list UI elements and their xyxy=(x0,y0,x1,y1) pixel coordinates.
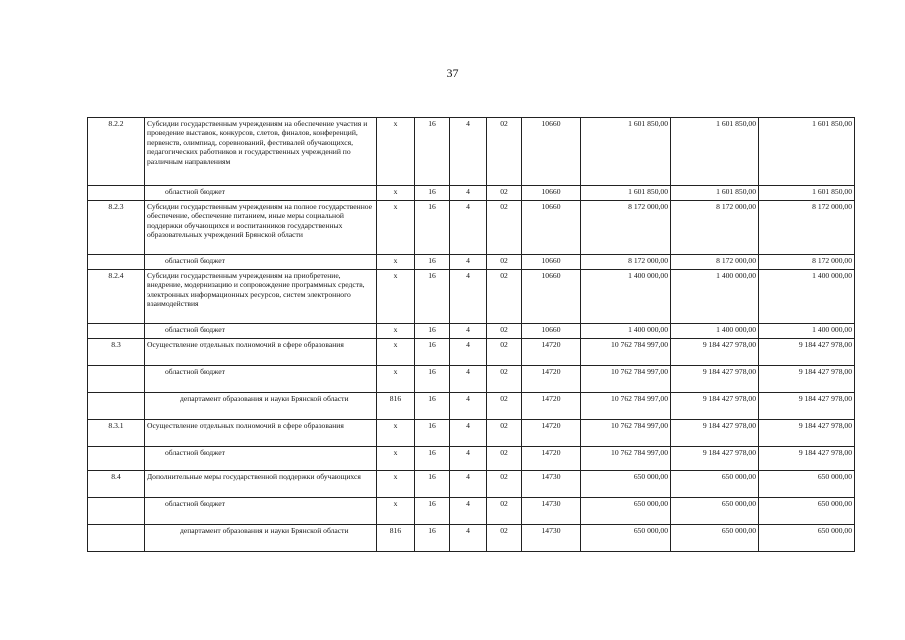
row-name-cell: областной бюджет xyxy=(145,447,377,471)
subsection-code-cell: 4 xyxy=(450,201,487,255)
grbs-code-cell: х xyxy=(377,186,415,201)
amount-1-cell: 1 400 000,00 xyxy=(581,270,671,324)
row-name-cell: Субсидии государственным учреждениям на полное государственное обеспечение, обеспечение питанием, иные меры социальной поддержки обучающихся и воспитанников государственных образовательных учреждений Брянской области xyxy=(145,201,377,255)
row-name-cell: департамент образования и науки Брянской области xyxy=(145,525,377,552)
grbs-code-cell: 816 xyxy=(377,525,415,552)
row-name-cell: областной бюджет xyxy=(145,255,377,270)
row-number-cell xyxy=(88,525,145,552)
table-row xyxy=(88,420,855,447)
amount-1-cell: 1 400 000,00 xyxy=(581,324,671,339)
amount-1-cell: 650 000,00 xyxy=(581,498,671,525)
amount-3-cell: 1 400 000,00 xyxy=(759,324,855,339)
program-code-cell: 02 xyxy=(487,255,522,270)
row-number-cell xyxy=(88,447,145,471)
table-row xyxy=(88,498,855,525)
amount-2-cell: 650 000,00 xyxy=(671,525,759,552)
section-code-cell: 16 xyxy=(415,366,450,393)
row-name-cell: Субсидии государственным учреждениям на приобретение, внедрение, модернизацию и сопровождение программных средств, электронных информационных ресурсов, систем электронного взаимодействия xyxy=(145,270,377,324)
amount-1-cell: 650 000,00 xyxy=(581,525,671,552)
grbs-code-cell: х xyxy=(377,498,415,525)
section-code-cell: 16 xyxy=(415,498,450,525)
section-code-cell: 16 xyxy=(415,525,450,552)
target-code-cell: 10660 xyxy=(522,270,581,324)
program-code-cell: 02 xyxy=(487,186,522,201)
table-row xyxy=(88,186,855,201)
section-code-cell: 16 xyxy=(415,447,450,471)
target-code-cell: 14720 xyxy=(522,366,581,393)
amount-3-cell: 1 601 850,00 xyxy=(759,186,855,201)
row-number-cell xyxy=(88,186,145,201)
section-code-cell: 16 xyxy=(415,186,450,201)
grbs-code-cell: х xyxy=(377,447,415,471)
table-row xyxy=(88,201,855,255)
program-code-cell: 02 xyxy=(487,366,522,393)
row-number-cell: 8.4 xyxy=(88,471,145,498)
table-row xyxy=(88,393,855,420)
amount-2-cell: 9 184 427 978,00 xyxy=(671,420,759,447)
amount-1-cell: 10 762 784 997,00 xyxy=(581,420,671,447)
section-code-cell: 16 xyxy=(415,324,450,339)
section-code-cell: 16 xyxy=(415,270,450,324)
amount-3-cell: 9 184 427 978,00 xyxy=(759,447,855,471)
table-row xyxy=(88,270,855,324)
section-code-cell: 16 xyxy=(415,118,450,186)
amount-2-cell: 8 172 000,00 xyxy=(671,255,759,270)
amount-2-cell: 9 184 427 978,00 xyxy=(671,339,759,366)
amount-2-cell: 9 184 427 978,00 xyxy=(671,393,759,420)
section-code-cell: 16 xyxy=(415,255,450,270)
row-number-cell: 8.3.1 xyxy=(88,420,145,447)
target-code-cell: 14720 xyxy=(522,447,581,471)
amount-1-cell: 1 601 850,00 xyxy=(581,118,671,186)
program-code-cell: 02 xyxy=(487,447,522,471)
amount-1-cell: 10 762 784 997,00 xyxy=(581,366,671,393)
amount-3-cell: 650 000,00 xyxy=(759,471,855,498)
subsection-code-cell: 4 xyxy=(450,186,487,201)
amount-1-cell: 650 000,00 xyxy=(581,471,671,498)
page-number: 37 xyxy=(446,66,459,80)
program-code-cell: 02 xyxy=(487,498,522,525)
table-row xyxy=(88,324,855,339)
row-name-cell: Дополнительные меры государственной поддержки обучающихся xyxy=(145,471,377,498)
row-number-cell xyxy=(88,324,145,339)
table-row xyxy=(88,339,855,366)
amount-3-cell: 9 184 427 978,00 xyxy=(759,339,855,366)
amount-1-cell: 8 172 000,00 xyxy=(581,255,671,270)
amount-3-cell: 8 172 000,00 xyxy=(759,255,855,270)
grbs-code-cell: х xyxy=(377,420,415,447)
program-code-cell: 02 xyxy=(487,471,522,498)
grbs-code-cell: х xyxy=(377,339,415,366)
target-code-cell: 10660 xyxy=(522,201,581,255)
subsection-code-cell: 4 xyxy=(450,255,487,270)
row-name-cell: Осуществление отдельных полномочий в сфере образования xyxy=(145,339,377,366)
amount-2-cell: 1 601 850,00 xyxy=(671,118,759,186)
program-code-cell: 02 xyxy=(487,324,522,339)
grbs-code-cell: х xyxy=(377,118,415,186)
row-name-cell: областной бюджет xyxy=(145,324,377,339)
section-code-cell: 16 xyxy=(415,339,450,366)
amount-3-cell: 9 184 427 978,00 xyxy=(759,393,855,420)
grbs-code-cell: х xyxy=(377,366,415,393)
program-code-cell: 02 xyxy=(487,201,522,255)
row-number-cell xyxy=(88,366,145,393)
section-code-cell: 16 xyxy=(415,393,450,420)
grbs-code-cell: х xyxy=(377,255,415,270)
row-name-cell: областной бюджет xyxy=(145,498,377,525)
subsection-code-cell: 4 xyxy=(450,324,487,339)
row-name-cell: Осуществление отдельных полномочий в сфере образования xyxy=(145,420,377,447)
amount-2-cell: 1 601 850,00 xyxy=(671,186,759,201)
budget-table-body xyxy=(88,118,855,552)
program-code-cell: 02 xyxy=(487,270,522,324)
target-code-cell: 10660 xyxy=(522,255,581,270)
target-code-cell: 14720 xyxy=(522,393,581,420)
amount-3-cell: 9 184 427 978,00 xyxy=(759,420,855,447)
grbs-code-cell: 816 xyxy=(377,393,415,420)
grbs-code-cell: х xyxy=(377,471,415,498)
row-name-cell: департамент образования и науки Брянской области xyxy=(145,393,377,420)
row-number-cell xyxy=(88,498,145,525)
subsection-code-cell: 4 xyxy=(450,366,487,393)
subsection-code-cell: 4 xyxy=(450,471,487,498)
program-code-cell: 02 xyxy=(487,118,522,186)
subsection-code-cell: 4 xyxy=(450,339,487,366)
subsection-code-cell: 4 xyxy=(450,498,487,525)
target-code-cell: 14730 xyxy=(522,471,581,498)
grbs-code-cell: х xyxy=(377,201,415,255)
row-number-cell: 8.2.3 xyxy=(88,201,145,255)
program-code-cell: 02 xyxy=(487,525,522,552)
amount-2-cell: 650 000,00 xyxy=(671,471,759,498)
subsection-code-cell: 4 xyxy=(450,393,487,420)
table-row xyxy=(88,255,855,270)
program-code-cell: 02 xyxy=(487,420,522,447)
amount-2-cell: 9 184 427 978,00 xyxy=(671,447,759,471)
subsection-code-cell: 4 xyxy=(450,525,487,552)
amount-1-cell: 8 172 000,00 xyxy=(581,201,671,255)
section-code-cell: 16 xyxy=(415,471,450,498)
amount-2-cell: 8 172 000,00 xyxy=(671,201,759,255)
amount-1-cell: 10 762 784 997,00 xyxy=(581,393,671,420)
table-row xyxy=(88,525,855,552)
subsection-code-cell: 4 xyxy=(450,447,487,471)
subsection-code-cell: 4 xyxy=(450,270,487,324)
row-name-cell: областной бюджет xyxy=(145,186,377,201)
amount-2-cell: 9 184 427 978,00 xyxy=(671,366,759,393)
target-code-cell: 14720 xyxy=(522,420,581,447)
amount-3-cell: 8 172 000,00 xyxy=(759,201,855,255)
section-code-cell: 16 xyxy=(415,201,450,255)
row-number-cell xyxy=(88,255,145,270)
amount-2-cell: 1 400 000,00 xyxy=(671,324,759,339)
amount-1-cell: 10 762 784 997,00 xyxy=(581,447,671,471)
amount-2-cell: 650 000,00 xyxy=(671,498,759,525)
row-number-cell: 8.3 xyxy=(88,339,145,366)
table-row xyxy=(88,118,855,186)
table-row xyxy=(88,447,855,471)
target-code-cell: 10660 xyxy=(522,186,581,201)
target-code-cell: 14730 xyxy=(522,525,581,552)
amount-3-cell: 650 000,00 xyxy=(759,498,855,525)
amount-3-cell: 1 601 850,00 xyxy=(759,118,855,186)
amount-1-cell: 10 762 784 997,00 xyxy=(581,339,671,366)
table-row xyxy=(88,366,855,393)
program-code-cell: 02 xyxy=(487,393,522,420)
target-code-cell: 10660 xyxy=(522,324,581,339)
amount-3-cell: 1 400 000,00 xyxy=(759,270,855,324)
grbs-code-cell: х xyxy=(377,270,415,324)
row-name-cell: областной бюджет xyxy=(145,366,377,393)
budget-table xyxy=(87,117,855,552)
subsection-code-cell: 4 xyxy=(450,118,487,186)
row-number-cell: 8.2.4 xyxy=(88,270,145,324)
amount-3-cell: 9 184 427 978,00 xyxy=(759,366,855,393)
target-code-cell: 14730 xyxy=(522,498,581,525)
row-number-cell xyxy=(88,393,145,420)
amount-1-cell: 1 601 850,00 xyxy=(581,186,671,201)
subsection-code-cell: 4 xyxy=(450,420,487,447)
target-code-cell: 10660 xyxy=(522,118,581,186)
grbs-code-cell: х xyxy=(377,324,415,339)
program-code-cell: 02 xyxy=(487,339,522,366)
amount-3-cell: 650 000,00 xyxy=(759,525,855,552)
amount-2-cell: 1 400 000,00 xyxy=(671,270,759,324)
section-code-cell: 16 xyxy=(415,420,450,447)
row-name-cell: Субсидии государственным учреждениям на обеспечение участия и проведение выставок, конкурсов, слетов, финалов, конференций, первенств, олимпиад, соревнований, фестивалей обучающихся, педагогических работников и государственных учреждений по различным направлениям xyxy=(145,118,377,186)
table-row xyxy=(88,471,855,498)
target-code-cell: 14720 xyxy=(522,339,581,366)
row-number-cell: 8.2.2 xyxy=(88,118,145,186)
